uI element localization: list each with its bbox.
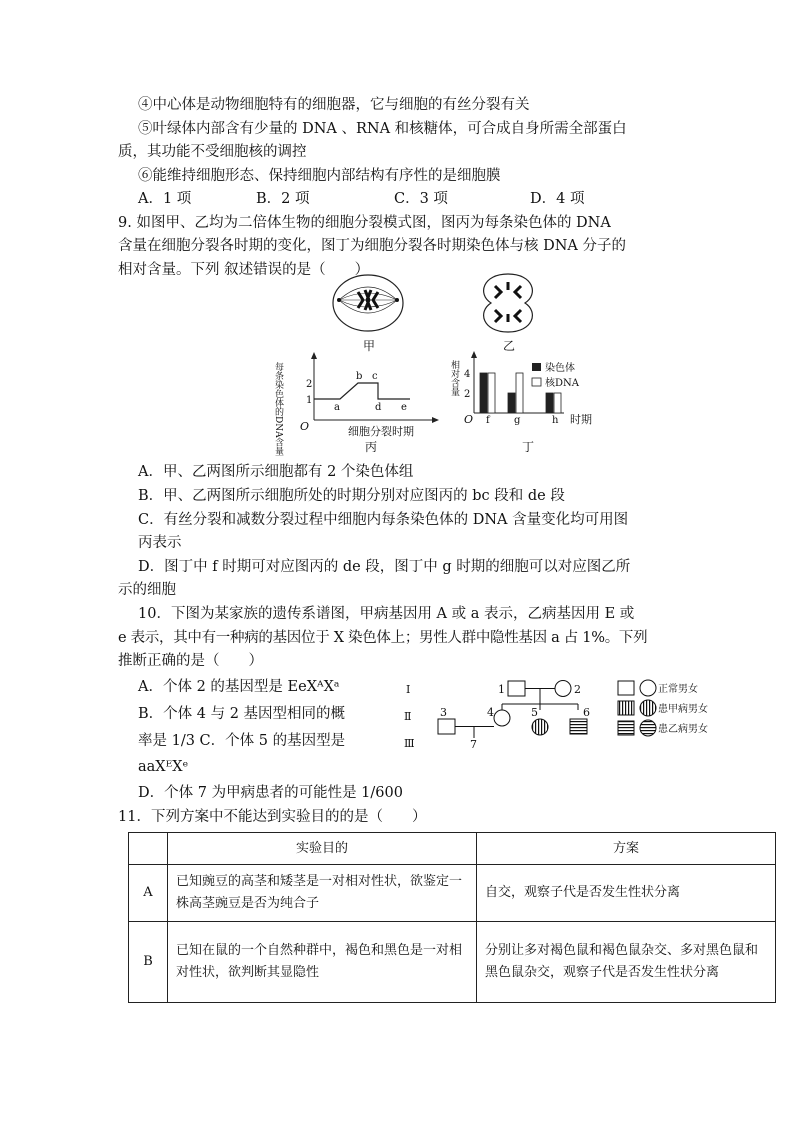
individual-4-label: 4	[487, 706, 494, 719]
ding-bar-chromosome	[508, 393, 515, 413]
row-b-plan: 分别让多对褐色鼠和褐色鼠杂交、多对黑色鼠和黑色鼠杂交，观察子代是否发生性状分离	[477, 922, 776, 1003]
row-a-plan: 自交，观察子代是否发生性状分离	[477, 865, 776, 922]
q8-statement-6: ⑥能维持细胞形态、保持细胞内部结构有序性的是细胞膜	[138, 168, 501, 184]
legend-yi-female-icon	[640, 720, 656, 736]
q9-stem-line1: 9. 如图甲、乙均为二倍体生物的细胞分裂模式图，图丙为每条染色体的 DNA	[118, 215, 611, 231]
q9-option-c[interactable]: C．有丝分裂和减数分裂过程中细胞内每条染色体的 DNA 含量变化均可用图	[138, 512, 629, 528]
bing-point-e: e	[401, 402, 407, 413]
individual-5-label: 5	[531, 706, 538, 719]
bing-origin: O	[300, 420, 310, 433]
q10-stem-line1: 10．下图为某家族的遗传系谱图，甲病基因用 A 或 a 表示，乙病基因用 E 或	[138, 606, 635, 622]
legend-chromosome-swatch	[532, 363, 541, 371]
q10-option-b-cont: 率是 1/3 C．个体 5 的基因型是	[138, 733, 346, 749]
q8-statement-4: ④中心体是动物细胞特有的细胞器，它与细胞的有丝分裂有关	[138, 97, 530, 113]
row-b-purpose: 已知在鼠的一个自然种群中，褐色和黑色是一对相对性状，欲判断其显隐性	[168, 922, 477, 1003]
legend-jia-label: 患甲病男女	[658, 704, 708, 715]
q8-statement-5-cont: 质，其功能不受细胞核的调控	[118, 144, 307, 160]
q9-option-d-cont: 示的细胞	[118, 582, 176, 598]
bing-point-a: a	[334, 402, 340, 413]
individual-2-female	[555, 681, 571, 697]
legend-jia-male-icon	[618, 701, 634, 715]
header-purpose: 实验目的	[168, 833, 477, 865]
q10-stem-line2: e 表示，其中有一种病的基因位于 X 染色体上；男性人群中隐性基因 a 占 1%。下列	[118, 630, 648, 646]
ding-tick-2: 2	[464, 389, 471, 400]
fig-bing-label: 丙	[365, 440, 378, 454]
table-header-row	[129, 833, 776, 865]
legend-jia-female-icon	[640, 700, 656, 716]
row-a-purpose: 已知豌豆的高茎和矮茎是一对相对性状，欲鉴定一株高茎豌豆是否为纯合子	[168, 865, 477, 922]
q10-option-a[interactable]: A．个体 2 的基因型是 EeXᴬXᵃ	[138, 679, 340, 695]
q8-option-a[interactable]: A．1 项	[138, 191, 192, 207]
bing-point-b: b	[356, 371, 363, 382]
row-a-id: A	[129, 865, 168, 922]
legend-yi-label: 患乙病男女	[658, 724, 708, 735]
generation-3-label: Ⅲ	[404, 737, 415, 750]
bing-x-axis-label: 细胞分裂时期	[348, 425, 414, 438]
q8-statement-5: ⑤叶绿体内部含有少量的 DNA 、RNA 和核糖体，可合成自身所需全部蛋白	[138, 121, 627, 137]
ding-x-axis-label: 时期	[570, 413, 592, 426]
legend-normal-label: 正常男女	[658, 684, 698, 695]
ding-origin: O	[464, 413, 474, 426]
table-row[interactable]	[129, 865, 776, 922]
row-b-id: B	[129, 922, 168, 1003]
q8-option-c[interactable]: C．3 项	[394, 191, 448, 207]
ding-group-g: g	[514, 415, 521, 426]
q8-options	[138, 188, 584, 210]
pedigree-chart	[400, 676, 724, 752]
q8-option-d[interactable]: D．4 项	[530, 191, 585, 207]
bing-point-d: d	[375, 402, 382, 413]
q9-option-a[interactable]: A．甲、乙两图所示细胞都有 2 个染色体组	[138, 464, 414, 480]
q10-stem-line3: 推断正确的是（ ）	[118, 653, 263, 669]
individual-5-female-disease-jia	[532, 719, 548, 735]
generation-1-label: Ⅰ	[406, 683, 411, 696]
q9-stem-line2: 含量在细胞分裂各时期的变化，图丁为细胞分裂各时期染色体与核 DNA 分子的	[118, 238, 626, 254]
header-id	[129, 833, 168, 865]
q8-option-b[interactable]: B．2 项	[256, 191, 310, 207]
q9-option-b[interactable]: B．甲、乙两图所示细胞所处的时期分别对应图丙的 bc 段和 de 段	[138, 488, 565, 504]
bing-dna-line	[314, 383, 410, 399]
q10-option-c-cont: aaXᴱXᵉ	[138, 759, 189, 775]
header-plan: 方案	[477, 833, 776, 865]
individual-2-label: 2	[574, 683, 581, 696]
cell-yi-diagram	[484, 274, 533, 332]
individual-6-label: 6	[583, 706, 590, 719]
generation-2-label: Ⅱ	[404, 710, 412, 723]
individual-3-male	[438, 719, 455, 734]
individual-4-female	[494, 710, 510, 726]
q11-stem: 11．下列方案中不能达到实验目的的是（ ）	[118, 809, 427, 825]
legend-chromosome-label: 染色体	[545, 363, 575, 374]
legend-yi-male-icon	[618, 721, 634, 735]
q9-option-d[interactable]: D．图丁中 f 时期可对应图丙的 de 段，图丁中 g 时期的细胞可以对应图乙所	[138, 559, 631, 575]
cell-jia-diagram	[333, 275, 403, 331]
bing-y-axis-label: 每条染色体的DNA含量	[273, 362, 283, 456]
ding-group-h: h	[552, 415, 559, 426]
ding-bar-dna	[554, 393, 561, 413]
chart-ding	[449, 350, 602, 455]
q9-stem-line3: 相对含量。下列 叙述错误的是（ ）	[118, 262, 370, 278]
q11-experiment-table	[128, 832, 776, 1003]
individual-7-label: 7	[470, 738, 477, 751]
individual-1-male	[508, 681, 525, 696]
legend-dna-swatch	[532, 378, 541, 386]
individual-3-label: 3	[440, 706, 447, 719]
ding-group-f: f	[486, 415, 490, 426]
legend-normal-male-icon	[618, 681, 634, 695]
ding-bar-dna	[488, 373, 495, 413]
legend-dna-label: 核DNA	[545, 378, 579, 389]
bing-tick-2: 2	[306, 379, 313, 390]
q9-option-c-cont: 丙表示	[138, 535, 182, 551]
q10-option-b[interactable]: B．个体 4 与 2 基因型相同的概	[138, 706, 346, 722]
q9-cell-figures	[325, 270, 555, 354]
fig-yi-label: 乙	[503, 339, 516, 353]
individual-6-male-disease-yi	[570, 719, 587, 734]
ding-y-axis-label: 相对含量	[449, 360, 459, 396]
ding-tick-4: 4	[464, 369, 471, 380]
fig-jia-label: 甲	[363, 339, 376, 353]
bing-tick-1: 1	[306, 395, 313, 406]
ding-bar-chromosome	[480, 373, 487, 413]
bing-point-c: c	[372, 371, 378, 382]
legend-normal-female-icon	[640, 680, 656, 696]
ding-bar-chromosome	[546, 393, 553, 413]
individual-1-label: 1	[498, 683, 505, 696]
ding-bar-dna	[516, 373, 523, 413]
fig-ding-label: 丁	[522, 440, 535, 454]
chart-bing	[270, 350, 440, 455]
table-row[interactable]	[129, 922, 776, 1003]
q10-option-d[interactable]: D．个体 7 为甲病患者的可能性是 1/600	[138, 785, 403, 801]
